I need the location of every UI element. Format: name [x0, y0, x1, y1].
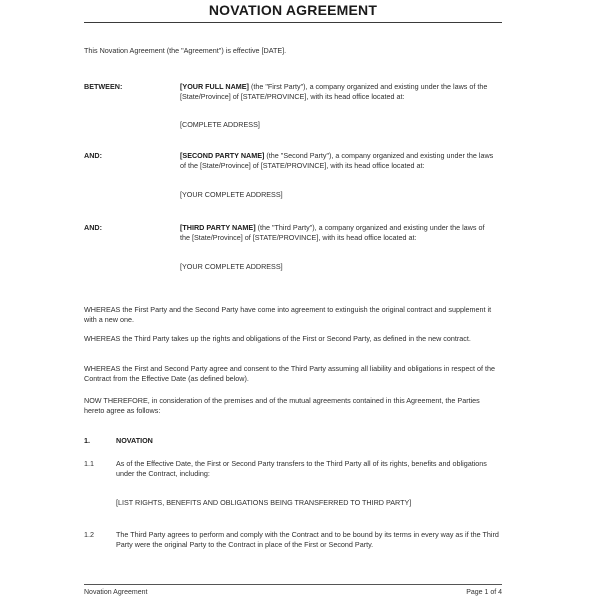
- clause-placeholder-list: [LIST RIGHTS, BENEFITS AND OBLIGATIONS BEING TRANSFERRED TO THIRD PARTY]: [116, 498, 412, 507]
- document-title: NOVATION AGREEMENT: [208, 2, 378, 18]
- party-second-name: [SECOND PARTY NAME]: [180, 151, 265, 160]
- footer-page-number: Page 1 of 4: [466, 589, 502, 596]
- party-label-and-second: AND:: [84, 151, 102, 160]
- footer-divider: [84, 584, 502, 585]
- clause-number: 1.2: [84, 530, 94, 539]
- party-first-name: [YOUR FULL NAME]: [180, 82, 249, 91]
- clause-text: As of the Effective Date, the First or Second Party transfers to the Third Party all of its rights, benefits and obligations under the Contract, including:: [116, 459, 487, 478]
- footer-document-name: Novation Agreement: [84, 589, 148, 596]
- recital-paragraph: NOW THEREFORE, in consideration of the premises and of the mutual agreements contained in this Agreement, the Parties hereto agree as follows:: [84, 396, 480, 415]
- party-first-description: [180, 82, 496, 102]
- party-first-address: [COMPLETE ADDRESS]: [180, 120, 260, 129]
- party-third-text: (the "Third Party"), a company organized and existing under the laws of the [State/Province] of [STATE/PROVINCE], with its head office located at:: [180, 223, 485, 242]
- party-second-address: [YOUR COMPLETE ADDRESS]: [180, 190, 283, 199]
- party-third-description: [180, 223, 496, 243]
- recital-paragraph: WHEREAS the First and Second Party agree and consent to the Third Party assuming all liability and obligations in respect of the Contract from the Effective Date (as defined below).: [84, 364, 495, 383]
- party-first-text: (the "First Party"), a company organized and existing under the laws of the [State/Province] of [STATE/PROVINCE], with its head office located at:: [180, 82, 488, 101]
- party-third-name: [THIRD PARTY NAME]: [180, 223, 256, 232]
- recital-paragraph: WHEREAS the First Party and the Second Party have come into agreement to extinguish the original contract and supplement it with a new one.: [84, 305, 492, 324]
- recital-paragraph: WHEREAS the Third Party takes up the rights and obligations of the First or Second Party, as defined in the new contract.: [84, 334, 471, 343]
- clause-text: The Third Party agrees to perform and comply with the Contract and to be bound by its terms in every way as if the Third Party were the original Party to the Contract in place of the First or Second Party.: [116, 530, 499, 549]
- party-second-text: (the "Second Party"), a company organized and existing under the laws of the [State/Province] of [STATE/PROVINCE], with its head office located at:: [180, 151, 494, 170]
- party-label-and-third: AND:: [84, 223, 102, 232]
- title-underline: [84, 22, 502, 23]
- party-second-description: [180, 151, 496, 171]
- intro-paragraph: This Novation Agreement (the "Agreement") is effective [DATE].: [84, 46, 287, 55]
- party-label-between: BETWEEN:: [84, 82, 123, 91]
- section-heading: NOVATION: [116, 436, 153, 445]
- party-third-address: [YOUR COMPLETE ADDRESS]: [180, 262, 283, 271]
- section-number: 1.: [84, 436, 90, 445]
- clause-number: 1.1: [84, 459, 94, 468]
